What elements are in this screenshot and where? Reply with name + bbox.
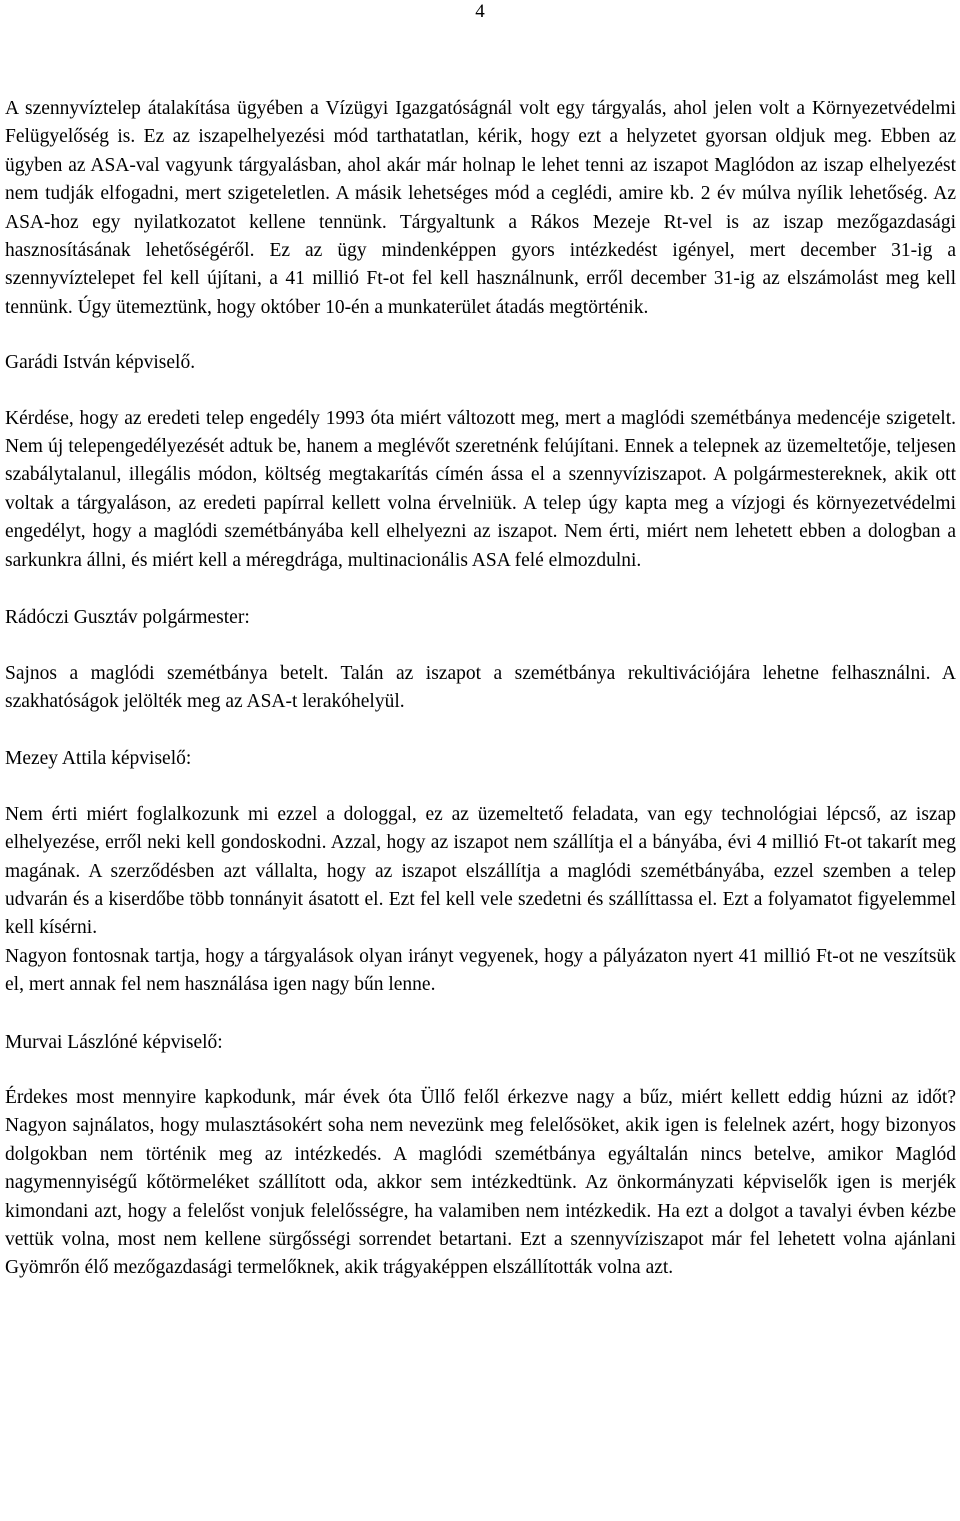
speaker-mezey: Mezey Attila képviselő:	[5, 748, 192, 770]
speaker-radoczi: Rádóczi Gusztáv polgármester:	[5, 607, 250, 629]
paragraph-asa-report: A szennyvíztelep átalakítása ügyében a Vízügyi Igazgatóságnál volt egy tárgyalás, ahol jelen volt a Környezetvédelmi Felügyelőség is. Ez az iszapelhelyezési mód tarthatatlan, kérik, hogy ezt a helyzetet gyorsan oldjuk meg. Ebben az ügyben az ASA-val vagyunk tárgyalásban, ahol akár már holnap le lehet tenni az iszapot Maglódon az iszap elhelyezést nem tudják elfogadni, mert szigeteletlen. A másik lehetséges mód a ceglédi, amire kb. 2 év múlva nyílik lehetőség. Az ASA-hoz egy nyilatkozatot kellene tennünk. Tárgyaltunk a Rákos Mezeje Rt-vel is az iszap mezőgazdasági hasznosításának lehetőségéről. Ez az ügy mindenképpen gyors intézkedést igényel, mert december 31-ig a szennyvíztelepet fel kell újítani, a 41 millió Ft-ot fel kell használnunk, erről december 31-ig az elszámolást meg kell tennünk. Úgy ütemeztünk, hogy október 10-én a munkaterület átadás megtörténik.	[5, 98, 956, 318]
document-body	[5, 95, 956, 1283]
paragraph-mezey-comment: Nem érti miért foglalkozunk mi ezzel a dologgal, ez az üzemeltető feladata, van egy technológiai lépcső, az iszap elhelyezése, erről neki kell gondoskodni. Azzal, hogy az iszapot nem szállítja el a bányába, évi 4 millió Ft-ot takarít meg magának. A szerződésben azt vállalta, hogy az iszapot elszállítja a maglódi szemétbányába, ezzel szemben a telep udvarán és a kiserdőbe több tonnányit ásatott el. Ezt fel kell vele szedetni és szállíttassa el. Ezt a folyamatot figyelemmel kell kísérni.	[5, 803, 956, 939]
paragraph-radoczi-answer: Sajnos a maglódi szemétbánya betelt. Talán az iszapot a szemétbánya rekultivációjára lehetne felhasználni. A szakhatóságok jelölték meg az ASA-t lerakóhelyül.	[5, 662, 956, 712]
paragraph-mezey-funding: Nagyon fontosnak tartja, hogy a tárgyalások olyan irányt vegyenek, hogy a pályázaton nyert 41 millió Ft-ot ne veszítsük el, mert annak fel nem használása igen nagy bűn lenne.	[5, 945, 956, 996]
speaker-murvai: Murvai Lászlóné képviselő:	[5, 1031, 223, 1053]
page-number: 4	[475, 1, 485, 22]
paragraph-garadi-question: Kérdése, hogy az eredeti telep engedély 1993 óta miért változott meg, mert a maglódi szemétbánya medencéje szigetelt. Nem új telepengedélyezését adtuk be, hanem a meglévőt szeretnénk felújítani. Ennek a telepnek az üzemeltetője, teljesen szabálytalanul, illegális módon, költség megtakarítás címén ássa el a szennyvíziszapot. A polgármestereknek, akik ott voltak a tárgyaláson, az eredeti papírral kellett volna érvelniük. A telep úgy kapta meg a vízjogi és környezetvédelmi engedélyt, hogy a maglódi szemétbányába kell elhelyezni az iszapot. Nem érti, miért nem lehetett ebben a dologban a sarkunkra állni, és miért kell a méregdrága, multinacionális ASA felé elmozdulni.	[5, 407, 956, 571]
speaker-garadi: Garádi István képviselő.	[5, 352, 196, 374]
paragraph-murvai-comment: Érdekes most mennyire kapkodunk, már évek óta Üllő felől érkezve nagy a bűz, miért kellett eddig húzni az időt? Nagyon sajnálatos, hogy mulasztásokért soha nem nevezünk meg felelősöket, akik igen is felelnek azért, hogy bizonyos dolgokban nem történik meg az intézkedés. A maglódi szemétbánya egyáltalán nincs betelve, amikor Maglód nagymennyiségű kőtörmeléket szállított oda, akkor sem intézkedtünk. Az önkormányzati képviselők igen is merjék kimondani azt, hogy a felelőst vonjuk felelősségre, ha valamiben nem intézkedik. Ha ezt a dolgot a tavalyi évben kézbe vettük volna, most nem kellene sürgősségi sorrendet betartani. Ezt a szennyvíziszapot már fel lehetett volna ajánlani Gyömrőn élő mezőgazdasági termelőknek, akik trágyaképpen elszállították volna azt.	[5, 1086, 956, 1279]
